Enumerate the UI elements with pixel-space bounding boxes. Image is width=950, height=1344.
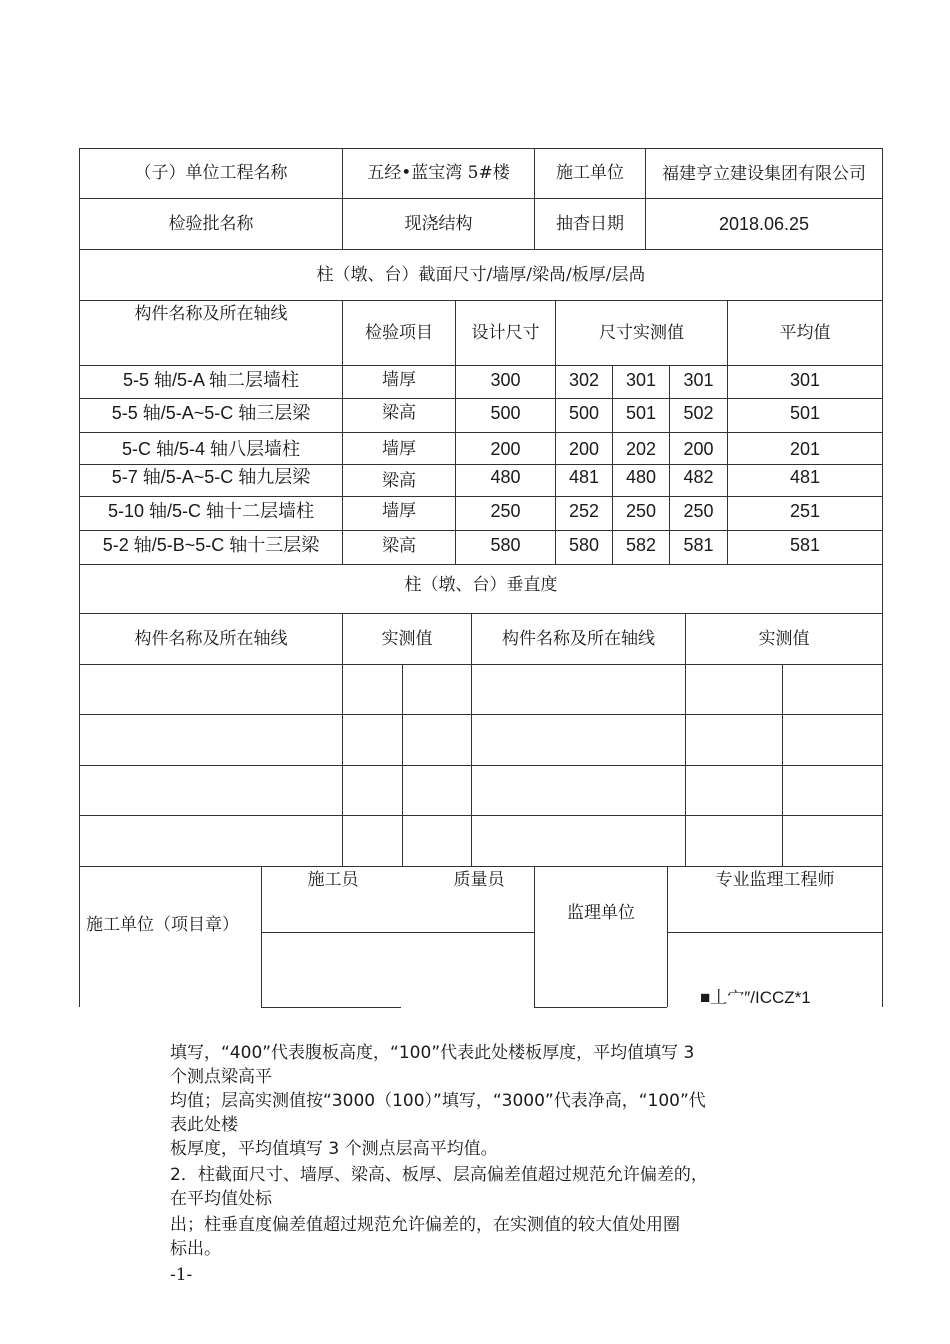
note-line: 填写，“400”代表腹板高度，“100”代表此处楼板厚度，平均值填写 3 (170, 1043, 695, 1063)
batch-label: 检验批名称 (168, 213, 254, 234)
contractor-value: 福建亨立建设集团有限公司 (662, 163, 866, 184)
row-measure-1: 500 (568, 402, 600, 423)
row-average: 581 (789, 534, 821, 555)
col-header-design: 设计尺寸 (471, 322, 540, 343)
row-design: 300 (490, 369, 521, 390)
row-average: 501 (789, 402, 821, 423)
engineer-label: 专业监理工程师 (715, 869, 835, 890)
note-line: 出；柱垂直度偏差值超过规范允许偏差的，在实测值的较大值处用圈 (170, 1215, 680, 1235)
note-line: 标出。 (170, 1239, 221, 1259)
row-item: 墙厚 (382, 500, 416, 521)
row-measure-1: 252 (568, 500, 600, 521)
project-name-value: 五经•蓝宝湾 5#楼 (367, 163, 510, 183)
col-header-name: 构件名称及所在轴线 (134, 304, 288, 324)
section1-title: 柱（墩、台）截面尺寸/墙厚/梁咼/板厚/层咼 (316, 264, 646, 285)
col-header-average: 平均值 (779, 322, 831, 343)
date-value: 2018.06.25 (718, 213, 810, 234)
row-name: 5-2 轴/5-B~5-C 轴十三层梁 (102, 534, 320, 555)
row-measure-2: 480 (625, 466, 657, 487)
col-header-measure-b: 实测值 (758, 628, 810, 649)
col-header-measured: 尺寸实测值 (599, 322, 684, 343)
col-header-name-b: 构件名称及所在轴线 (502, 628, 655, 649)
supervisor-unit-label: 监理单位 (567, 902, 635, 923)
row-design: 200 (490, 438, 521, 459)
builder-label: 施工员 (307, 869, 359, 890)
quality-label: 质量员 (453, 869, 505, 890)
date-label: 抽杳日期 (556, 213, 624, 234)
row-measure-2: 501 (625, 402, 657, 423)
row-name: 5-7 轴/5-A~5-C 轴九层梁 (111, 466, 311, 487)
row-measure-2: 202 (625, 438, 657, 459)
batch-value: 现浇结构 (404, 213, 473, 234)
row-measure-2: 582 (625, 534, 657, 555)
row-measure-3: 200 (683, 438, 714, 459)
row-item: 墙厚 (382, 438, 416, 459)
row-measure-3: 301 (683, 369, 714, 390)
row-design: 580 (490, 534, 521, 555)
note-line: 2．柱截面尺寸、墙厚、梁高、板厚、层高偏差值超过规范允许偏差的， (170, 1165, 708, 1185)
row-item: 墙厚 (382, 369, 416, 390)
row-measure-3: 581 (683, 534, 714, 555)
row-average: 481 (789, 466, 821, 487)
row-design: 480 (490, 466, 521, 487)
note-line: 表此处楼 (170, 1115, 238, 1135)
row-measure-2: 250 (625, 500, 657, 521)
col-header-item: 检验项目 (365, 322, 433, 343)
note-line: 板厚度，平均值填写 3 个测点层高平均值。 (170, 1139, 498, 1159)
section2-title: 柱（墩、台）垂直度 (404, 574, 558, 595)
row-measure-3: 502 (683, 402, 714, 423)
row-design: 500 (490, 402, 521, 423)
row-measure-1: 481 (568, 466, 600, 487)
row-average: 301 (789, 369, 821, 390)
row-name: 5-5 轴/5-A~5-C 轴三层梁 (111, 402, 311, 423)
contractor-label: 施工单位 (556, 163, 624, 183)
row-average: 251 (789, 500, 821, 521)
col-header-measure-a: 实测值 (381, 628, 433, 649)
contractor-seal-label: 施工单位（项目章） (86, 915, 239, 935)
row-measure-1: 302 (568, 369, 600, 390)
note-line: 个测点梁高平 (170, 1067, 272, 1087)
row-measure-2: 301 (625, 369, 657, 390)
note-line: 在平均值处标 (170, 1189, 272, 1209)
row-item: 梁高 (382, 402, 416, 423)
row-name: 5-C 轴/5-4 轴八层墙柱 (121, 438, 301, 459)
row-design: 250 (490, 500, 521, 521)
row-item: 梁高 (382, 535, 416, 556)
row-measure-1: 580 (568, 534, 600, 555)
note-line: 均值；层高实测值按“3000（100）”填写，“3000”代表净高，“100”代 (170, 1091, 706, 1111)
col-header-name-a: 构件名称及所在轴线 (134, 628, 288, 649)
row-name: 5-5 轴/5-A 轴二层墙柱 (122, 369, 300, 390)
page-number: -1- (170, 1265, 193, 1285)
project-name-label: （子）单位工程名称 (134, 163, 288, 183)
row-measure-3: 482 (683, 466, 714, 487)
row-item: 梁高 (382, 470, 416, 491)
row-measure-3: 250 (683, 500, 714, 521)
row-average: 201 (789, 438, 821, 459)
row-name: 5-10 轴/5-C 轴十二层墙柱 (107, 500, 315, 521)
garbled-stamp-text: ■丄宀″/ICCZ*1 (700, 987, 811, 1007)
row-measure-1: 200 (568, 438, 600, 459)
